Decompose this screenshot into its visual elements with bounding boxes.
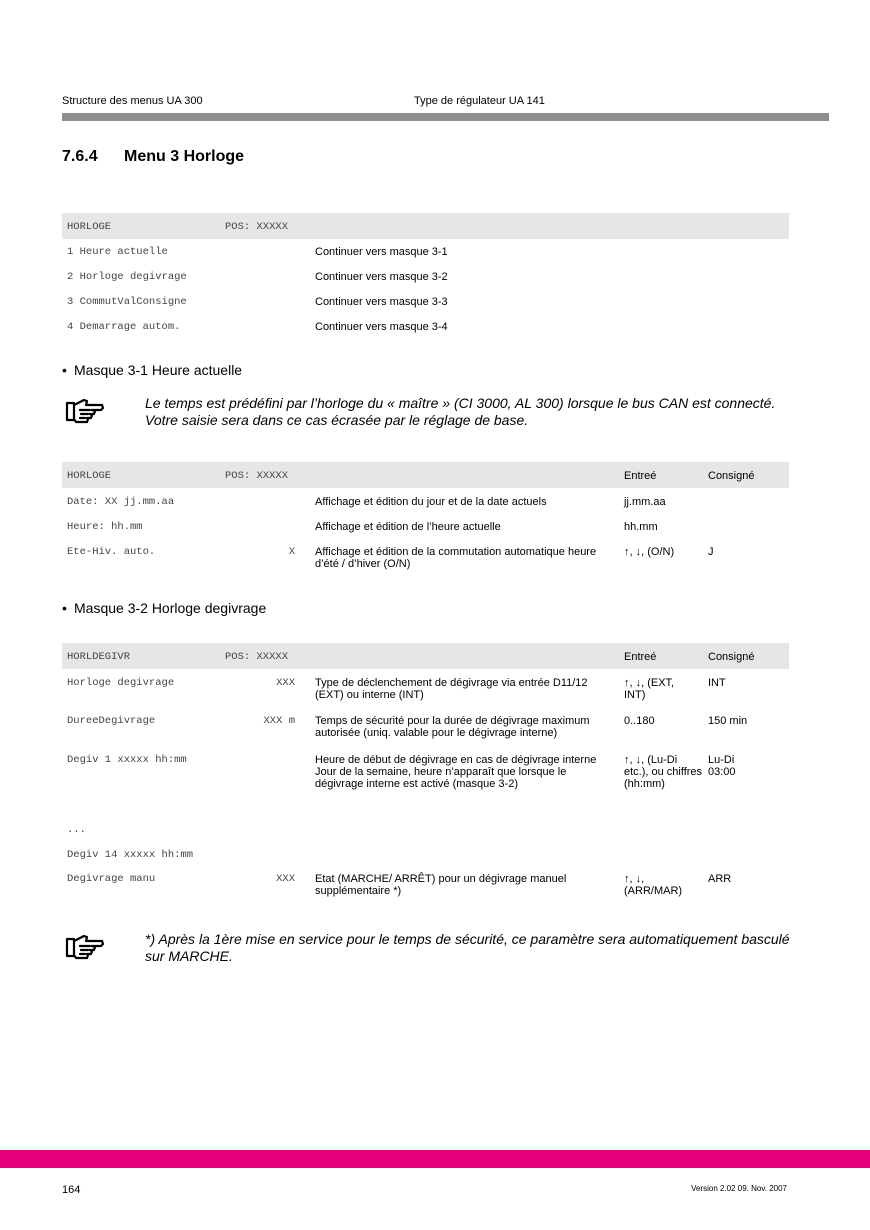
row-entree: hh.mm (624, 521, 658, 533)
row-consigne: 150 min (708, 715, 748, 727)
row-name: 3 CommutValConsigne (67, 296, 187, 308)
row-desc: Continuer vers masque 3-3 (315, 296, 448, 308)
bullet-text: Masque 3-1 Heure actuelle (74, 362, 243, 378)
row-name: Degiv 14 xxxxx hh:mm (67, 849, 194, 861)
header-left: Structure des menus UA 300 (62, 95, 203, 107)
header-name: HORLDEGIVR (67, 651, 131, 663)
row-name: Heure: hh.mm (67, 521, 143, 533)
pointing-hand-icon (64, 397, 106, 425)
table-row (62, 296, 789, 321)
row-desc: Affichage et édition de l’heure actuelle (315, 521, 501, 533)
row-entree: ↑, ↓, (O/N) (624, 546, 675, 558)
table-row (62, 246, 789, 271)
table-row (62, 496, 789, 521)
row-entree: 0..180 (624, 715, 655, 727)
menu-table (62, 213, 789, 346)
bullet-dot: • (62, 362, 67, 378)
note-text-1: Le temps est prédéfini par l’horloge du « maître » (CI 3000, AL 300) lorsque le bus CAN est connecté. Votre saisie sera dans ce cas écrasée par le réglage de base. (145, 395, 776, 428)
row-desc: Affichage et édition de la commutation automatique heure d’été / d’hiver (O/N) (315, 546, 597, 570)
table-row (62, 824, 789, 849)
header-entree: Entreé (624, 470, 657, 482)
row-entree: ↑, ↓, (Lu-Di etc.), ou chiffres (hh:mm) (624, 754, 703, 790)
table-row (62, 849, 789, 873)
page-number: 164 (62, 1184, 81, 1196)
header-center: Type de régulateur UA 141 (414, 95, 545, 107)
row-desc: Heure de début de dégivrage en cas de dégivrage interne Jour de la semaine, heure n’apparaît que lorsque le dégivrage interne est activé (masque 3-2) (315, 754, 597, 790)
section-name: Menu 3 Horloge (124, 148, 245, 165)
row-entree: ↑, ↓, (ARR/MAR) (624, 873, 683, 897)
table-masque-3-1 (62, 462, 789, 578)
section-title (62, 148, 244, 166)
row-name: Ete-Hiv. auto. (67, 546, 156, 558)
table-header (62, 462, 789, 488)
row-name: DureeDegivrage (67, 715, 156, 727)
row-desc: Continuer vers masque 3-1 (315, 246, 448, 258)
row-desc: Type de déclenchement de dégivrage via entrée D11/12 (EXT) ou interne (INT) (315, 677, 588, 701)
header-name: HORLOGE (67, 470, 112, 482)
row-name: ... (67, 824, 86, 836)
row-consigne: J (708, 546, 714, 558)
table-row (62, 873, 789, 907)
row-value: X (288, 546, 295, 558)
footer-bar (0, 1150, 870, 1168)
row-desc: Affichage et édition du jour et de la date actuels (315, 496, 547, 508)
row-entree: ↑, ↓, (EXT, INT) (624, 677, 675, 701)
row-name: Date: XX jj.mm.aa (67, 496, 175, 508)
table-header (62, 213, 789, 239)
row-name: 4 Demarrage autom. (67, 321, 181, 333)
header-pos: POS: XXXXX (225, 651, 289, 663)
table-masque-3-2 (62, 643, 789, 907)
row-value: XXX (276, 873, 295, 885)
row-name: 1 Heure actuelle (67, 246, 168, 258)
header-rule (62, 113, 829, 121)
table-row (62, 715, 789, 754)
row-value: XXX m (263, 715, 295, 727)
bullet-dot: • (62, 600, 67, 616)
row-desc: Temps de sécurité pour la durée de dégivrage maximum autorisée (uniq. valable pour le dégivrage interne) (315, 715, 590, 739)
header-consigne: Consigné (708, 470, 755, 482)
table-row (62, 321, 789, 346)
header-name: HORLOGE (67, 221, 112, 233)
table-row (62, 521, 789, 546)
bullet-masque-3-1 (62, 362, 242, 378)
row-name: Degiv 1 xxxxx hh:mm (67, 754, 187, 766)
row-desc: Etat (MARCHE/ ARRÊT) pour un dégivrage manuel supplémentaire *) (315, 873, 567, 897)
header-pos: POS: XXXXX (225, 470, 289, 482)
row-consigne: INT (708, 677, 726, 689)
row-value: XXX (276, 677, 295, 689)
note-text-2: *) Après la 1ère mise en service pour le temps de sécurité, ce paramètre sera automatiquement basculé sur MARCHE. (145, 931, 790, 964)
row-consigne: Lu-Di 03:00 (708, 754, 736, 778)
header-consigne: Consigné (708, 651, 755, 663)
row-name: Horloge degivrage (67, 677, 175, 689)
pointing-hand-icon (64, 933, 106, 961)
version-info: Version 2.02 09. Nov. 2007 (691, 1184, 787, 1193)
header-pos: POS: XXXXX (225, 221, 289, 233)
row-name: Degivrage manu (67, 873, 156, 885)
row-desc: Continuer vers masque 3-2 (315, 271, 448, 283)
table-row (62, 546, 789, 578)
section-number: 7.6.4 (62, 148, 98, 165)
row-consigne: ARR (708, 873, 732, 885)
row-name: 2 Horloge degivrage (67, 271, 187, 283)
table-row (62, 271, 789, 296)
row-desc: Continuer vers masque 3-4 (315, 321, 448, 333)
table-row (62, 677, 789, 715)
bullet-masque-3-2 (62, 600, 266, 616)
header-entree: Entreé (624, 651, 657, 663)
row-entree: jj.mm.aa (624, 496, 666, 508)
table-row (62, 754, 789, 824)
table-header (62, 643, 789, 669)
bullet-text: Masque 3-2 Horloge degivrage (74, 600, 267, 616)
